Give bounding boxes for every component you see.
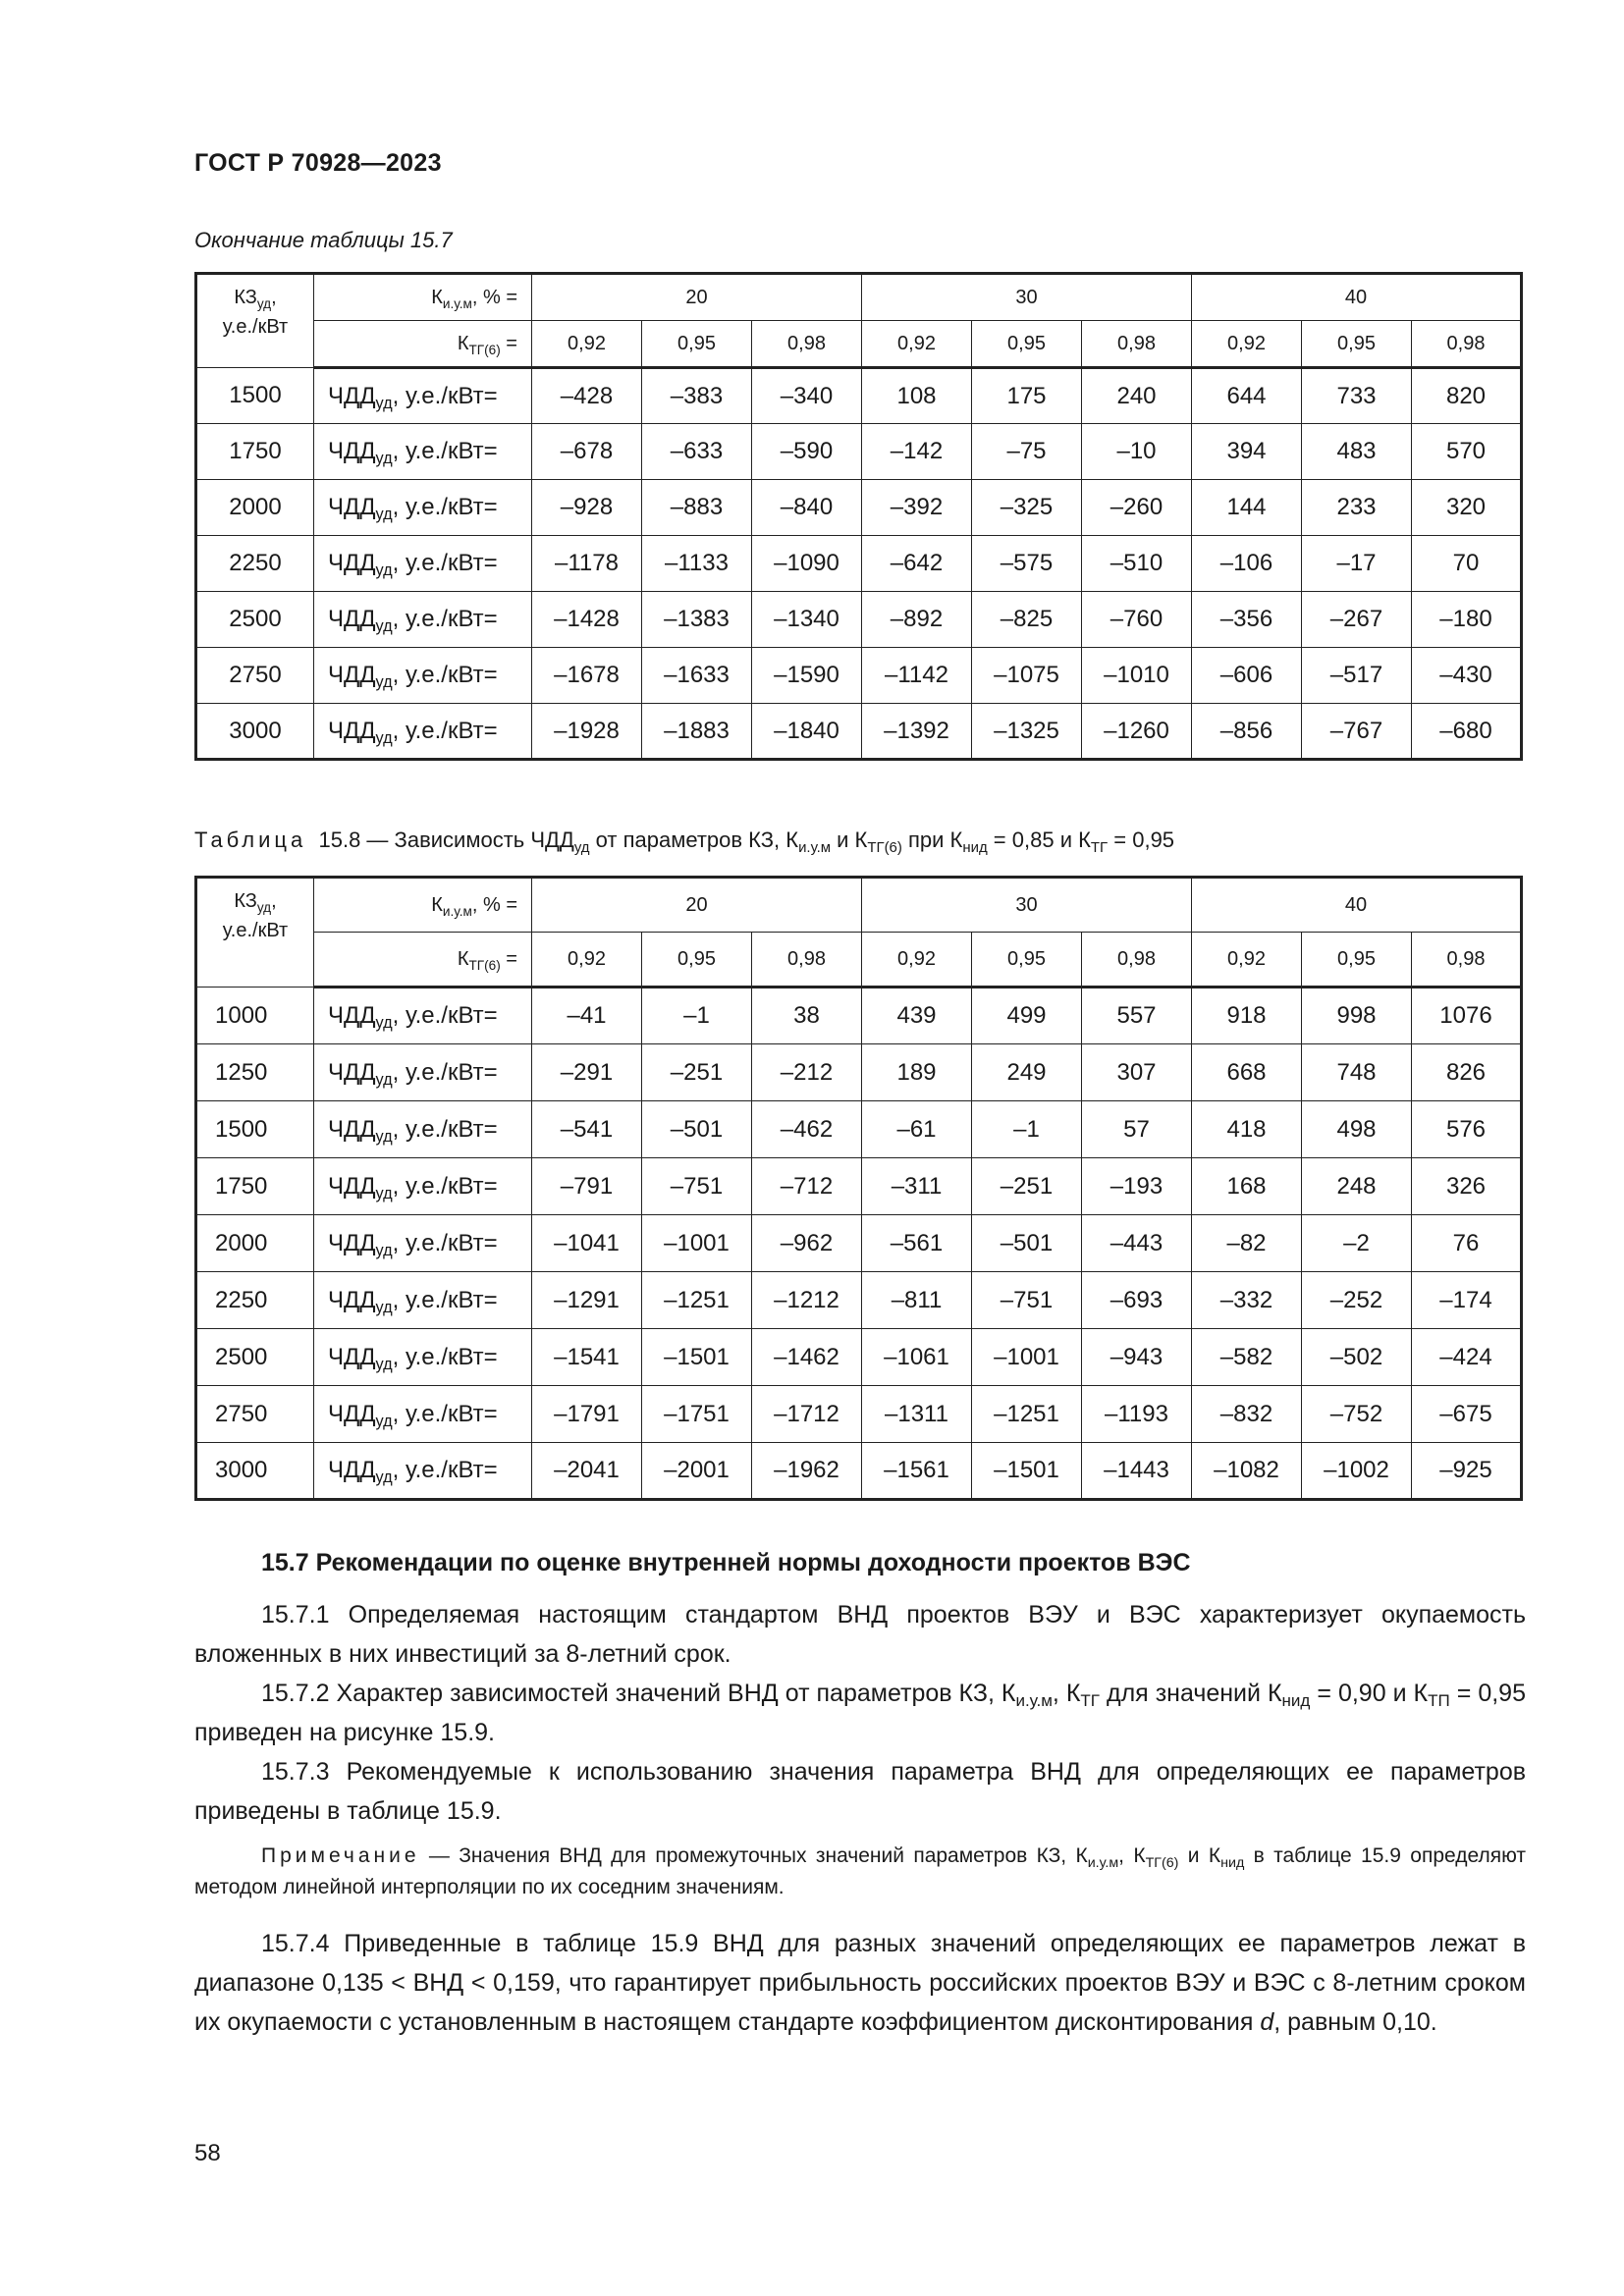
value-cell: –856 [1192,704,1302,760]
value-cell: –1133 [642,536,752,592]
value-cell: –675 [1412,1386,1522,1443]
value-cell: 748 [1302,1044,1412,1101]
value-cell: 1076 [1412,988,1522,1044]
subcol-header: 0,98 [752,321,862,368]
value-cell: –251 [972,1158,1082,1215]
value-cell: –1142 [862,648,972,704]
value-cell: 326 [1412,1158,1522,1215]
table-row [196,1329,1522,1386]
value-cell: 189 [862,1044,972,1101]
value-cell: –1178 [532,536,642,592]
value-cell: –1041 [532,1215,642,1272]
value-cell: –712 [752,1158,862,1215]
section-heading: 15.7 Рекомендации по оценке внутренней нормы доходности проектов ВЭС [261,1549,1191,1576]
value-cell: –41 [532,988,642,1044]
kz-value-cell: 1500 [196,1101,314,1158]
value-cell: –943 [1082,1329,1192,1386]
value-cell: 144 [1192,480,1302,536]
subcol-header: 0,92 [862,933,972,988]
value-cell: 499 [972,988,1082,1044]
value-cell: 483 [1302,424,1412,480]
value-cell: 76 [1412,1215,1522,1272]
value-cell: –1428 [532,592,642,648]
value-cell: 240 [1082,368,1192,424]
row-label-cell: $ЧДД_{уд}$, у.е./кВт= [314,704,532,760]
value-cell: –760 [1082,592,1192,648]
value-cell: –883 [642,480,752,536]
subcol-header: 0,95 [642,321,752,368]
value-cell: –1 [972,1101,1082,1158]
paragraph-15-7-4: 15.7.4 Приведенные в таблице 15.9 ВНД для разных значений определяющих ее параметров лежат в диапазоне 0,135 < ВНД < 0,159, что гарантирует прибыльность российских проектов ВЭУ и ВЭС с 8-летним сроком их окупаемости с установленным в настоящем стандарте коэффициентом дисконтирования d, равным 0,10. [194,1930,1526,2036]
value-cell: –291 [532,1044,642,1101]
value-cell: –928 [532,480,642,536]
value-cell: –1090 [752,536,862,592]
value-cell: –678 [532,424,642,480]
subcol-header: 0,98 [1082,321,1192,368]
value-cell: –1443 [1082,1443,1192,1500]
value-cell: 439 [862,988,972,1044]
table-row [196,704,1522,760]
paragraph-15-7-3: 15.7.3 Рекомендуемые к использованию значения параметра ВНД для определяющих ее параметров приведены в таблице 15.9. [194,1758,1526,1825]
table-row [196,1215,1522,1272]
table-row [196,424,1522,480]
value-cell: –1075 [972,648,1082,704]
kz-value-cell: 2000 [196,1215,314,1272]
value-cell: 394 [1192,424,1302,480]
value-cell: –1883 [642,704,752,760]
value-cell: –1751 [642,1386,752,1443]
value-cell: –1928 [532,704,642,760]
value-cell: 320 [1412,480,1522,536]
subcol-header: 0,95 [642,933,752,988]
subcol-header: 0,92 [532,321,642,368]
subcol-header: 0,95 [1302,321,1412,368]
row-label-cell: $ЧДД_{уд}$, у.е./кВт= [314,1386,532,1443]
value-cell: –825 [972,592,1082,648]
kz-value-cell: 2500 [196,592,314,648]
group-header: 40 [1192,274,1522,321]
value-cell: –1541 [532,1329,642,1386]
value-cell: 644 [1192,368,1302,424]
value-cell: –1291 [532,1272,642,1329]
value-cell: –575 [972,536,1082,592]
value-cell: –252 [1302,1272,1412,1329]
table-row [196,648,1522,704]
value-cell: –633 [642,424,752,480]
row-label-cell: $ЧДД_{уд}$, у.е./кВт= [314,1158,532,1215]
value-cell: 918 [1192,988,1302,1044]
kz-header-cell: $КЗ_{уд}$, у.е./кВт [196,878,314,988]
value-cell: –1392 [862,704,972,760]
subcol-header: 0,92 [862,321,972,368]
value-cell: –752 [1302,1386,1412,1443]
subcol-header: 0,95 [972,321,1082,368]
kz-value-cell: 2500 [196,1329,314,1386]
value-cell: –502 [1302,1329,1412,1386]
subcol-header: 0,98 [752,933,862,988]
row-label-cell: $ЧДД_{уд}$, у.е./кВт= [314,424,532,480]
value-cell: –811 [862,1272,972,1329]
value-cell: 668 [1192,1044,1302,1101]
value-cell: –1501 [972,1443,1082,1500]
value-cell: –443 [1082,1215,1192,1272]
value-cell: –1001 [972,1329,1082,1386]
value-cell: –642 [862,536,972,592]
value-cell: –174 [1412,1272,1522,1329]
table-row [196,1386,1522,1443]
kz-value-cell: 1750 [196,424,314,480]
value-cell: –340 [752,368,862,424]
kz-value-cell: 2250 [196,536,314,592]
value-cell: –606 [1192,648,1302,704]
group-header: 40 [1192,878,1522,933]
kz-value-cell: 3000 [196,704,314,760]
value-cell: –82 [1192,1215,1302,1272]
group-header: 20 [532,878,862,933]
row-label-cell: $ЧДД_{уд}$, у.е./кВт= [314,592,532,648]
kz-value-cell: 1250 [196,1044,314,1101]
value-cell: –430 [1412,648,1522,704]
subcol-header: 0,92 [532,933,642,988]
value-cell: –840 [752,480,862,536]
value-cell: –180 [1412,592,1522,648]
value-cell: –680 [1412,704,1522,760]
value-cell: 826 [1412,1044,1522,1101]
row-label-cell: $ЧДД_{уд}$, у.е./кВт= [314,536,532,592]
value-cell: 70 [1412,536,1522,592]
kz-value-cell: 3000 [196,1443,314,1500]
group-header: 20 [532,274,862,321]
value-cell: –193 [1082,1158,1192,1215]
table-15-7 [194,272,1523,761]
value-cell: –1311 [862,1386,972,1443]
table-row [196,1101,1522,1158]
value-cell: –582 [1192,1329,1302,1386]
value-cell: –1193 [1082,1386,1192,1443]
value-cell: 168 [1192,1158,1302,1215]
row-label-cell: $ЧДД_{уд}$, у.е./кВт= [314,648,532,704]
value-cell: 576 [1412,1101,1522,1158]
value-cell: –1840 [752,704,862,760]
value-cell: 249 [972,1044,1082,1101]
table-row [196,1272,1522,1329]
group-header: 30 [862,274,1192,321]
table-15-7-body [196,368,1522,760]
table-15-8-caption: Таблица 15.8 — Зависимость $ЧДД_{уд}$ от параметров КЗ, $К_{и.у.м}$ и $К_{ТГ(6)}$ при $К_{нид} = 0,85$ и $К_{ТГ} = 0,95$ [194,828,1175,856]
value-cell: 38 [752,988,862,1044]
table-row [196,536,1522,592]
value-cell: 307 [1082,1044,1192,1101]
value-cell: –892 [862,592,972,648]
value-cell: –1212 [752,1272,862,1329]
kz-header-cell: $КЗ_{уд}$, у.е./кВт [196,274,314,368]
value-cell: –962 [752,1215,862,1272]
kium-header-cell: $К_{и.у.м}$, % = [314,274,532,321]
kium-header-cell: $К_{и.у.м}$, % = [314,878,532,933]
value-cell: 108 [862,368,972,424]
value-cell: –17 [1302,536,1412,592]
value-cell: –1561 [862,1443,972,1500]
row-label-cell: $ЧДД_{уд}$, у.е./кВт= [314,988,532,1044]
value-cell: 998 [1302,988,1412,1044]
value-cell: –1010 [1082,648,1192,704]
value-cell: –1962 [752,1443,862,1500]
value-cell: –260 [1082,480,1192,536]
ktg-header-cell: $К_{ТГ(6)}$ = [314,933,532,988]
subcol-header: 0,98 [1412,933,1522,988]
value-cell: 175 [972,368,1082,424]
value-cell: 248 [1302,1158,1412,1215]
value-cell: 733 [1302,368,1412,424]
kz-value-cell: 2750 [196,1386,314,1443]
value-cell: –392 [862,480,972,536]
kz-value-cell: 1500 [196,368,314,424]
value-cell: –1340 [752,592,862,648]
table-row [196,1158,1522,1215]
row-label-cell: $ЧДД_{уд}$, у.е./кВт= [314,1044,532,1101]
subcol-header: 0,98 [1412,321,1522,368]
value-cell: –267 [1302,592,1412,648]
value-cell: –1678 [532,648,642,704]
table-row [196,480,1522,536]
value-cell: –251 [642,1044,752,1101]
kz-value-cell: 2250 [196,1272,314,1329]
value-cell: –2041 [532,1443,642,1500]
value-cell: –1260 [1082,704,1192,760]
value-cell: –541 [532,1101,642,1158]
table-15-8-body [196,988,1522,1500]
value-cell: –767 [1302,704,1412,760]
value-cell: –925 [1412,1443,1522,1500]
table-row [196,368,1522,424]
value-cell: –462 [752,1101,862,1158]
value-cell: 498 [1302,1101,1412,1158]
value-cell: –1002 [1302,1443,1412,1500]
row-label-cell: $ЧДД_{уд}$, у.е./кВт= [314,368,532,424]
kz-value-cell: 1750 [196,1158,314,1215]
value-cell: –791 [532,1158,642,1215]
value-cell: –1712 [752,1386,862,1443]
ktg-header-cell: $К_{ТГ(6)}$ = [314,321,532,368]
value-cell: –212 [752,1044,862,1101]
value-cell: 820 [1412,368,1522,424]
value-cell: –2001 [642,1443,752,1500]
paragraph-15-7-1: 15.7.1 Определяемая настоящим стандартом ВНД проектов ВЭУ и ВЭС характеризует окупаемость вложенных в них инвестиций за 8-летний срок. [194,1601,1526,1668]
value-cell: –424 [1412,1329,1522,1386]
value-cell: –1 [642,988,752,1044]
row-label-cell: $ЧДД_{уд}$, у.е./кВт= [314,1215,532,1272]
value-cell: –10 [1082,424,1192,480]
value-cell: –311 [862,1158,972,1215]
subcol-header: 0,98 [1082,933,1192,988]
row-label-cell: $ЧДД_{уд}$, у.е./кВт= [314,1443,532,1500]
value-cell: –325 [972,480,1082,536]
value-cell: –751 [642,1158,752,1215]
value-cell: –1061 [862,1329,972,1386]
value-cell: –1251 [642,1272,752,1329]
value-cell: 57 [1082,1101,1192,1158]
value-cell: –1001 [642,1215,752,1272]
value-cell: –1791 [532,1386,642,1443]
value-cell: 418 [1192,1101,1302,1158]
value-cell: –1633 [642,648,752,704]
table-row [196,1443,1522,1500]
table-row [196,592,1522,648]
table-15-8 [194,876,1523,1501]
value-cell: –1590 [752,648,862,704]
value-cell: 233 [1302,480,1412,536]
value-cell: –517 [1302,648,1412,704]
subcol-header: 0,95 [972,933,1082,988]
continuation-caption: Окончание таблицы 15.7 [194,228,453,252]
value-cell: –1082 [1192,1443,1302,1500]
value-cell: –1383 [642,592,752,648]
value-cell: –501 [972,1215,1082,1272]
value-cell: –1251 [972,1386,1082,1443]
value-cell: –142 [862,424,972,480]
page-number: 58 [194,2140,221,2166]
value-cell: 557 [1082,988,1192,1044]
value-cell: –1501 [642,1329,752,1386]
value-cell: –356 [1192,592,1302,648]
value-cell: –61 [862,1101,972,1158]
value-cell: –561 [862,1215,972,1272]
value-cell: –501 [642,1101,752,1158]
row-label-cell: $ЧДД_{уд}$, у.е./кВт= [314,1272,532,1329]
value-cell: –1462 [752,1329,862,1386]
kz-value-cell: 2000 [196,480,314,536]
value-cell: –75 [972,424,1082,480]
row-label-cell: $ЧДД_{уд}$, у.е./кВт= [314,1101,532,1158]
table-row [196,988,1522,1044]
table-row [196,1044,1522,1101]
value-cell: –2 [1302,1215,1412,1272]
value-cell: –106 [1192,536,1302,592]
paragraph-15-7-2: 15.7.2 Характер зависимостей значений ВНД от параметров КЗ, $К_{и.у.м}$, $К_{ТГ}$ для значений $К_{нид} = 0,90$ и $К_{ТП} = 0,95$ приведен на рисунке 15.9. [194,1680,1526,1746]
subcol-header: 0,95 [1302,933,1412,988]
value-cell: –832 [1192,1386,1302,1443]
value-cell: –428 [532,368,642,424]
row-label-cell: $ЧДД_{уд}$, у.е./кВт= [314,480,532,536]
subcol-header: 0,92 [1192,321,1302,368]
kz-value-cell: 1000 [196,988,314,1044]
value-cell: –510 [1082,536,1192,592]
kz-value-cell: 2750 [196,648,314,704]
group-header: 30 [862,878,1192,933]
value-cell: –693 [1082,1272,1192,1329]
row-label-cell: $ЧДД_{уд}$, у.е./кВт= [314,1329,532,1386]
value-cell: –751 [972,1272,1082,1329]
note: Примечание — Значения ВНД для промежуточных значений параметров КЗ, $К_{и.у.м}$, $К_{ТГ(6)}$ и $К_{нид}$ в таблице 15.9 определяют методом линейной интерполяции по их соседним значениям. [194,1844,1526,1898]
document-header: ГОСТ Р 70928—2023 [194,149,442,177]
value-cell: –1325 [972,704,1082,760]
value-cell: –332 [1192,1272,1302,1329]
value-cell: –590 [752,424,862,480]
value-cell: 570 [1412,424,1522,480]
subcol-header: 0,92 [1192,933,1302,988]
value-cell: –383 [642,368,752,424]
